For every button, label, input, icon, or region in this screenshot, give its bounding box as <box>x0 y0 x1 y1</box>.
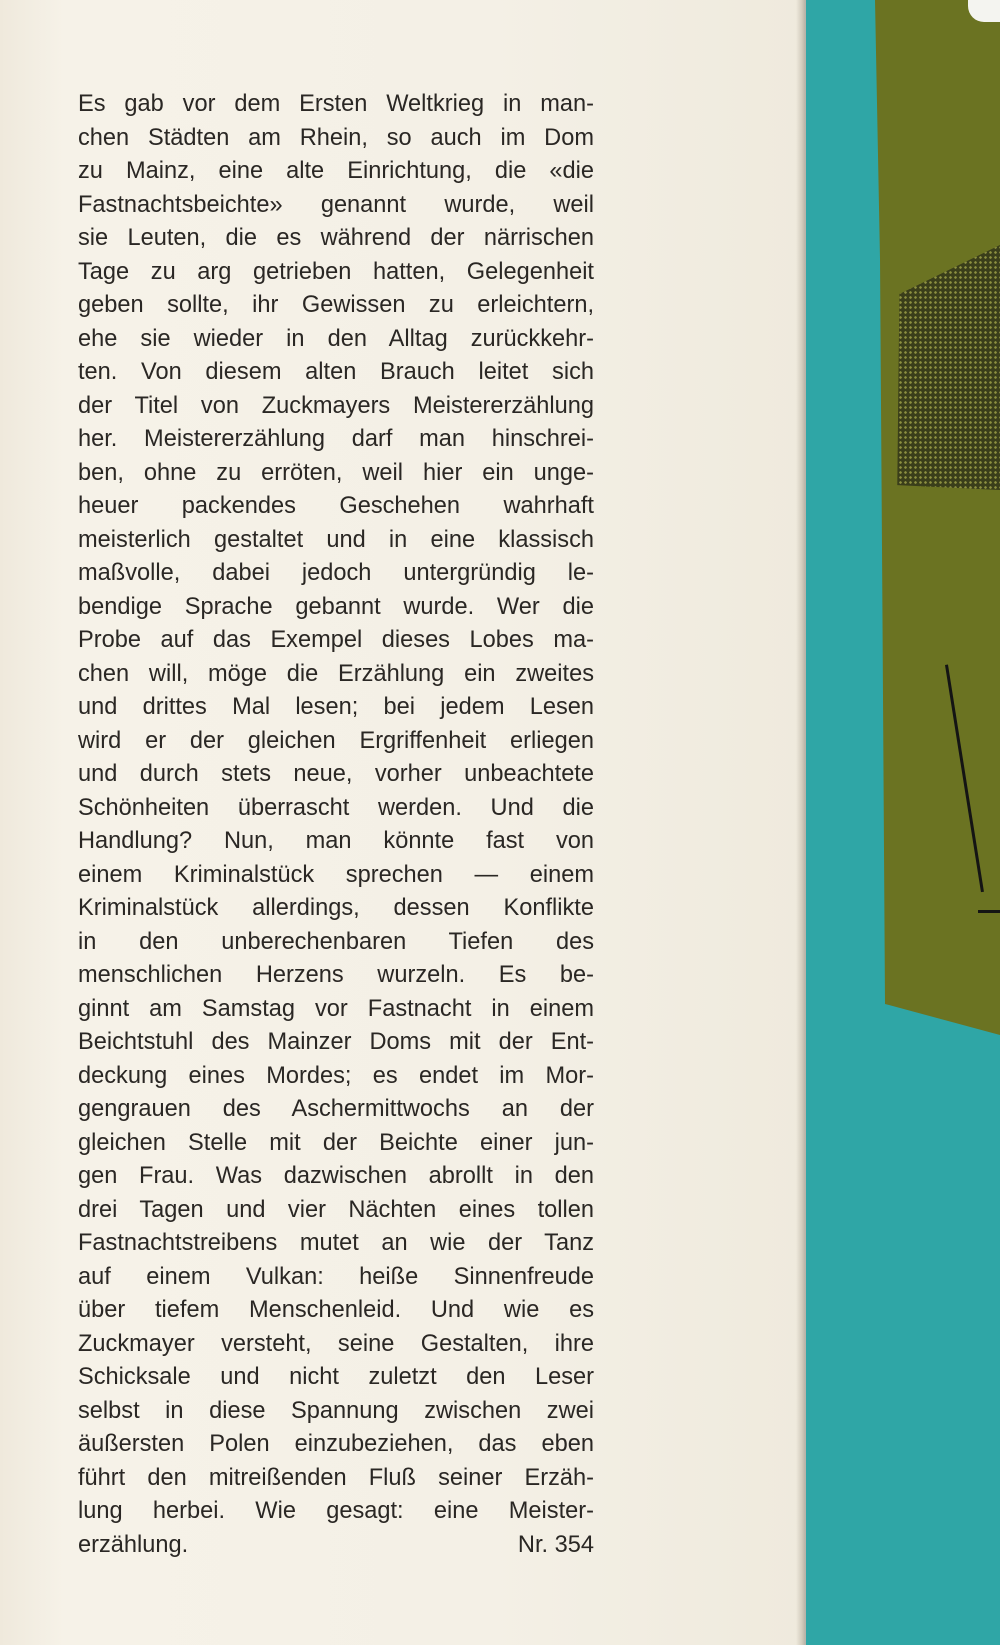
blurb-line: und drittes Mal lesen; bei jedem Lesen <box>78 694 594 720</box>
blurb-line: lung herbei. Wie gesagt: eine Meister- <box>78 1498 594 1524</box>
series-number: Nr. 354 <box>517 1531 594 1558</box>
flap-fold-shadow <box>796 0 806 1645</box>
blurb-final-word: erzählung. <box>78 1531 189 1558</box>
blurb-line: Es gab vor dem Ersten Weltkrieg in man- <box>78 91 594 117</box>
blurb-line: Schönheiten überrascht werden. Und die <box>78 794 594 821</box>
cover-ink-stroke-foot <box>978 910 1000 913</box>
blurb-line: und durch stets neue, vorher unbeachtete <box>78 761 594 787</box>
blurb-line: gen Frau. Was dazwischen abrollt in den <box>78 1163 594 1189</box>
blurb-line: Fastnachtstreibens mutet an wie der Tanz <box>78 1230 594 1256</box>
blurb-line: her. Meistererzählung darf man hinschrei- <box>78 426 594 452</box>
blurb-line: selbst in diese Spannung zwischen zwei <box>78 1397 594 1424</box>
blurb-line: chen Städten am Rhein, so auch im Dom <box>78 124 594 151</box>
blurb-line: menschlichen Herzens wurzeln. Es be- <box>78 962 594 988</box>
blurb-line: geben sollte, ihr Gewissen zu erleichtern, <box>78 292 594 318</box>
blurb-line: Schicksale und nicht zuletzt den Leser <box>78 1364 594 1390</box>
blurb-last-line <box>78 1529 594 1563</box>
blurb-line: chen will, möge die Erzählung ein zweites <box>78 660 594 687</box>
blurb-text <box>78 88 594 1562</box>
blurb-line: sie Leuten, die es während der närrischen <box>78 225 594 251</box>
blurb-line: ten. Von diesem alten Brauch leitet sich <box>78 359 594 385</box>
blurb-line: über tiefem Menschenleid. Und wie es <box>78 1297 594 1323</box>
blurb-line: drei Tagen und vier Nächten eines tollen <box>78 1196 594 1223</box>
blurb-line: Zuckmayer versteht, seine Gestalten, ihre <box>78 1330 594 1357</box>
blurb-line: gleichen Stelle mit der Beichte einer jun- <box>78 1129 594 1156</box>
blurb-line: äußersten Polen einzubeziehen, das eben <box>78 1431 594 1457</box>
blurb-line: deckung eines Mordes; es endet im Mor- <box>78 1062 594 1089</box>
blurb-line: gengrauen des Aschermittwochs an der <box>78 1096 594 1122</box>
blurb-line: Tage zu arg getrieben hatten, Gelegenheit <box>78 258 594 285</box>
blurb-line: bendige Sprache gebannt wurde. Wer die <box>78 593 594 620</box>
blurb-line: in den unberechenbaren Tiefen des <box>78 928 594 955</box>
blurb-line: ehe sie wieder in den Alltag zurückkehr- <box>78 325 594 352</box>
blurb-line: meisterlich gestaltet und in eine klassisch <box>78 526 594 553</box>
blurb-line: heuer packendes Geschehen wahrhaft <box>78 493 594 519</box>
blurb-line: wird er der gleichen Ergriffenheit erliegen <box>78 727 594 754</box>
blurb-line: führt den mitreißenden Fluß seiner Erzäh- <box>78 1464 594 1491</box>
blurb-line: Kriminalstück allerdings, dessen Konflikte <box>78 895 594 921</box>
blurb-line: der Titel von Zuckmayers Meistererzählung <box>78 392 594 419</box>
blurb-line: Probe auf das Exempel dieses Lobes ma- <box>78 627 594 653</box>
blurb-line: zu Mainz, eine alte Einrichtung, die «die <box>78 158 594 184</box>
blurb-line: Fastnachtsbeichte» genannt wurde, weil <box>78 191 594 218</box>
blurb-line: Handlung? Nun, man könnte fast von <box>78 828 594 854</box>
blurb-line: ben, ohne zu erröten, weil hier ein unge- <box>78 459 594 486</box>
blurb-line: Beichtstuhl des Mainzer Doms mit der Ent- <box>78 1029 594 1055</box>
blurb-line: maßvolle, dabei jedoch untergründig le- <box>78 560 594 586</box>
blurb-line: auf einem Vulkan: heiße Sinnenfreude <box>78 1263 594 1290</box>
blurb-line: einem Kriminalstück sprechen — einem <box>78 861 594 888</box>
blurb-line: ginnt am Samstag vor Fastnacht in einem <box>78 995 594 1022</box>
